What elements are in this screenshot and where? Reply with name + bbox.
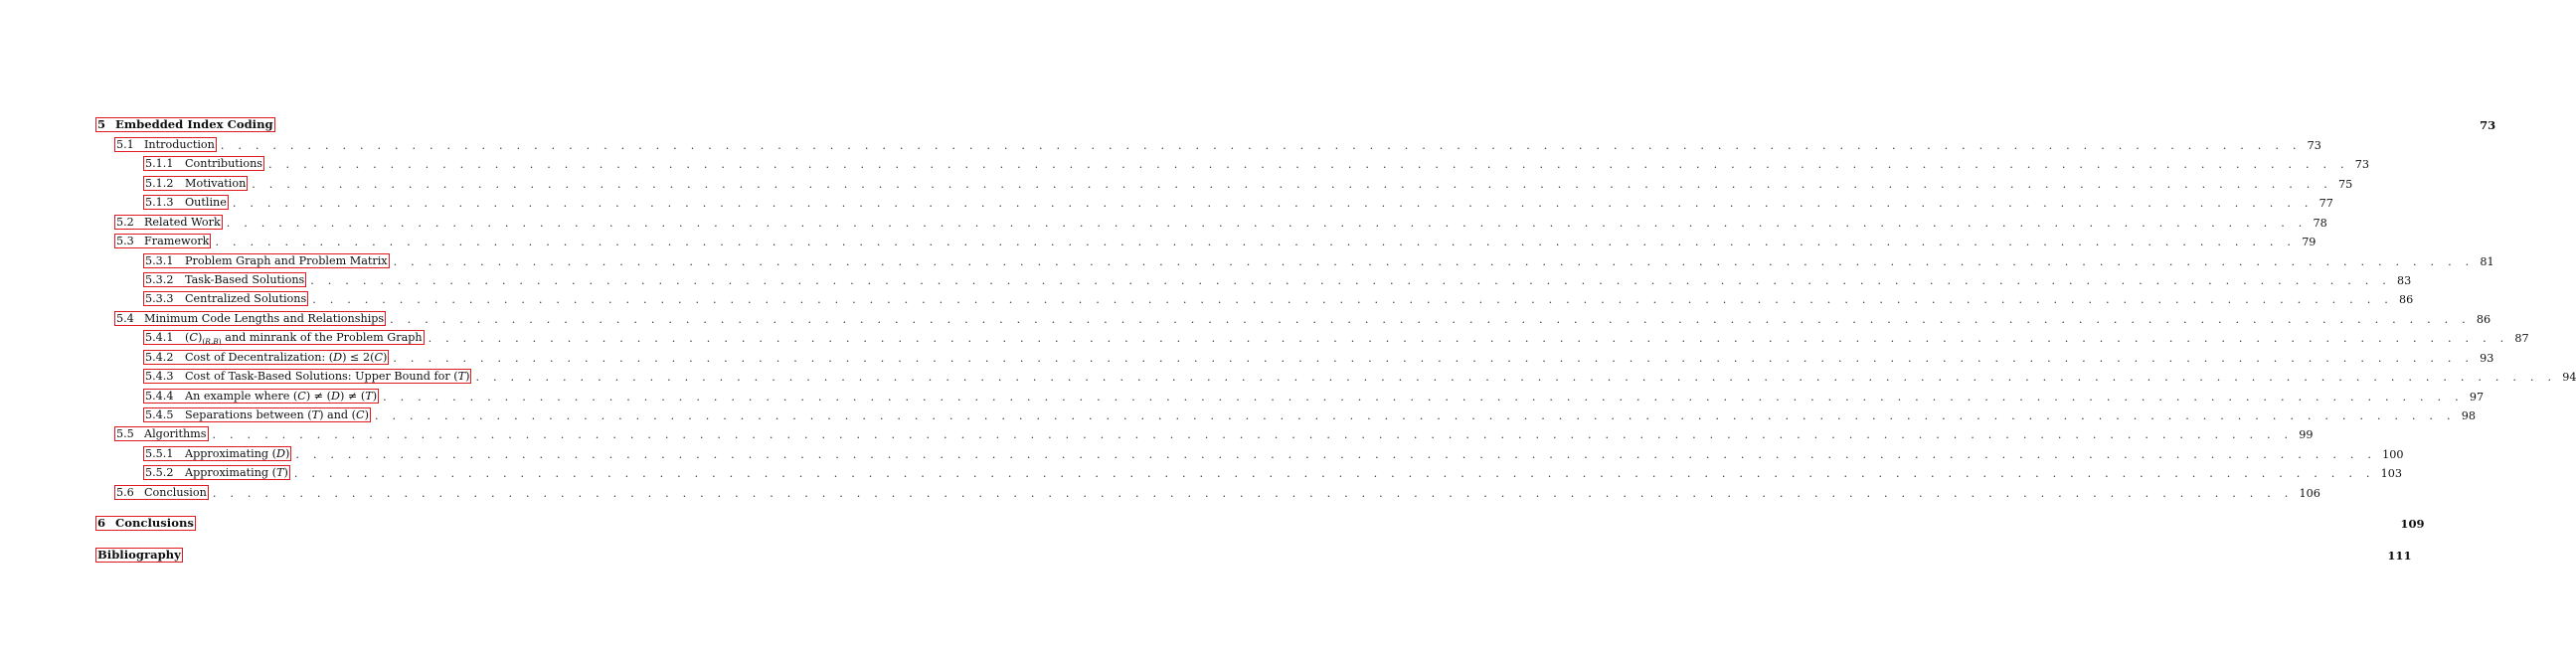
- toc-title: Task-Based Solutions: [185, 272, 305, 286]
- toc-leader-dots: . . . . . . . . . . . . . . . . . . . . . . . . . . . . . . . . . . . . . . . . . . . . . . . . . . . . . . . . . . . . . . . . . . . . . . . . . . . . . . . . . . . . . . . . . . . . . . . . . . . . . . . . . . . . . . . . . . . . . . . .: [390, 312, 2471, 326]
- toc-page-number: 98: [2461, 409, 2476, 422]
- toc-page-number: 87: [2514, 332, 2529, 346]
- toc-leader-dots: . . . . . . . . . . . . . . . . . . . . . . . . . . . . . . . . . . . . . . . . . . . . . . . . . . . . . . . . . . . . . . . . . . . . . . . . . . . . . . . . . . . . . . . . . . . . . . . . . . . . . . . . . . . . . . . . . . . . . . . .: [212, 428, 2294, 442]
- toc-page-number: 103: [2380, 467, 2402, 481]
- toc-number: 5.3: [116, 235, 134, 248]
- toc-number: 5.1.3: [145, 196, 174, 210]
- toc-entry-5-1-2: [95, 171, 2353, 191]
- toc-entry-5-5-2: [95, 461, 2402, 481]
- toc-title: Conclusion: [144, 485, 207, 499]
- toc-number: 5.3.1: [145, 253, 174, 267]
- toc-leader-dots: . . . . . . . . . . . . . . . . . . . . . . . . . . . . . . . . . . . . . . . . . . . . . . . . . . . . . . . . . . . . . . . . . . . . . . . . . . . . . . . . . . . . . . . . . . . . . . . . . . . . . . . . . . . . . . . . . . . . . . . .: [393, 254, 2475, 268]
- toc-link[interactable]: [114, 234, 211, 248]
- toc-title: Cost of Decentralization: (D) ≤ 2(C): [185, 350, 388, 364]
- toc-title: Approximating (T): [185, 466, 288, 480]
- toc-page-number: 86: [2398, 293, 2414, 307]
- toc-number: 5.3.2: [145, 272, 174, 286]
- toc-link[interactable]: [114, 311, 386, 326]
- toc-link[interactable]: [95, 117, 275, 132]
- toc-entry-5-4-4: [95, 384, 2485, 404]
- toc-link[interactable]: [143, 272, 306, 287]
- toc-page-number: 73: [2307, 138, 2321, 152]
- toc-leader-dots: . . . . . . . . . . . . . . . . . . . . . . . . . . . . . . . . . . . . . . . . . . . . . . . . . . . . . . . . . . . . . . . . . . . . . . . . . . . . . . . . . . . . . . . . . . . . . . . . . . . . . . . . . . . . . . . . . . . . . . . .: [232, 197, 2314, 211]
- toc-page-number: 79: [2302, 236, 2317, 249]
- toc-leader-dots: . . . . . . . . . . . . . . . . . . . . . . . . . . . . . . . . . . . . . . . . . . . . . . . . . . . . . . . . . . . . . . . . . . . . . . . . . . . . . . . . . . . . . . . . . . . . . . . . . . . . . . . . . . . . . . . . . . . . . . . .: [226, 216, 2308, 230]
- toc-entry-5-5-1: [95, 441, 2404, 461]
- toc-title: Problem Graph and Problem Matrix: [185, 253, 388, 267]
- toc-title: $(C)_{(R,B)}$ and minrank of the Problem Graph: [185, 331, 423, 347]
- toc-title: Contributions: [185, 157, 263, 171]
- toc-page-number: 75: [2338, 177, 2353, 191]
- toc-leader-dots: . . . . . . . . . . . . . . . . . . . . . . . . . . . . . . . . . . . . . . . . . . . . . . . . . . . . . . . . . . . . . . . . . . . . . . . . . . . . . . . . . . . . . . . . . . . . . . . . . . . . . . . . . . . . . . . . . . . . . . . .: [252, 177, 2333, 191]
- toc-entry-5-3: [95, 230, 2317, 249]
- toc-page-number: 97: [2469, 390, 2485, 404]
- toc-title: Related Work: [144, 215, 221, 229]
- toc-title: Framework: [144, 235, 210, 248]
- toc-title: Introduction: [144, 137, 215, 151]
- toc-link[interactable]: [143, 156, 264, 171]
- toc-leader-dots: . . . . . . . . . . . . . . . . . . . . . . . . . . . . . . . . . . . . . . . . . . . . . . . . . . . . . . . . . . . . . . . . . . . . . . . . . . . . . . . . . . . . . . . . . . . . . . . . . . . . . . . . . . . . . . . . . . . . . . . .: [293, 467, 2375, 481]
- table-of-contents: [95, 113, 2576, 564]
- toc-leader-dots: . . . . . . . . . . . . . . . . . . . . . . . . . . . . . . . . . . . . . . . . . . . . . . . . . . . . . . . . . . . . . . . . . . . . . . . . . . . . . . . . . . . . . . . . . . . . . . . . . . . . . . . . . . . . . . . . . . . . . . . .: [295, 447, 2377, 461]
- toc-page-number: 100: [2382, 447, 2404, 461]
- toc-entry-bibliography: [95, 544, 2412, 564]
- toc-page-number: 99: [2299, 428, 2314, 442]
- toc-entry-5-2: [95, 210, 2327, 230]
- toc-page-number: 77: [2318, 197, 2333, 211]
- toc-link[interactable]: [143, 446, 291, 461]
- toc-entry-5-3-1: [95, 248, 2494, 268]
- toc-page-number: 73: [2480, 118, 2496, 133]
- toc-page-number: 86: [2476, 312, 2491, 326]
- toc-entry-5-3-3: [95, 287, 2414, 307]
- toc-link[interactable]: [143, 253, 390, 268]
- toc-link[interactable]: [143, 465, 290, 480]
- toc-title: Bibliography: [97, 548, 181, 563]
- toc-number: 5.5.1: [145, 446, 174, 460]
- toc-number: 5.1: [116, 137, 134, 151]
- toc-leader-dots: . . . . . . . . . . . . . . . . . . . . . . . . . . . . . . . . . . . . . . . . . . . . . . . . . . . . . . . . . . . . . . . . . . . . . . . . . . . . . . . . . . . . . . . . . . . . . . . . . . . . . . . . . . . . . . . . . . . . . . . .: [475, 371, 2557, 385]
- toc-entry-5-4-1: [95, 326, 2529, 347]
- toc-number: 5: [97, 117, 106, 132]
- toc-link[interactable]: [143, 291, 308, 306]
- toc-title: Separations between (T) and (C): [185, 408, 369, 421]
- toc-title: Outline: [185, 196, 227, 210]
- toc-link[interactable]: [114, 426, 209, 441]
- toc-page-number: 78: [2313, 216, 2327, 230]
- toc-link[interactable]: [143, 389, 379, 404]
- toc-entry-5-4-2: [95, 345, 2494, 365]
- toc-entry-5-6: [95, 480, 2320, 500]
- toc-number: 5.3.3: [145, 292, 174, 306]
- toc-page-number: 106: [2299, 486, 2320, 500]
- toc-entry-5-1: [95, 132, 2321, 152]
- toc-title: Approximating (D): [185, 446, 290, 460]
- toc-page-number: 73: [2354, 158, 2370, 172]
- toc-entry-5-1-1: [95, 152, 2370, 172]
- toc-link[interactable]: [143, 369, 471, 384]
- toc-title: Motivation: [185, 176, 247, 190]
- toc-title: Conclusions: [115, 516, 194, 531]
- toc-number: 5.5.2: [145, 466, 174, 480]
- toc-page-number: 94: [2562, 371, 2576, 385]
- toc-link[interactable]: [143, 350, 389, 365]
- toc-page-number: 81: [2480, 254, 2494, 268]
- toc-title: Minimum Code Lengths and Relationships: [144, 311, 385, 325]
- toc-number: 5.4.1: [145, 331, 174, 345]
- toc-number: 5.6: [116, 485, 134, 499]
- toc-title: Algorithms: [144, 427, 207, 441]
- toc-leader-dots: . . . . . . . . . . . . . . . . . . . . . . . . . . . . . . . . . . . . . . . . . . . . . . . . . . . . . . . . . . . . . . . . . . . . . . . . . . . . . . . . . . . . . . . . . . . . . . . . . . . . . . . . . . . . . . . . . . . . . . . .: [310, 273, 2392, 287]
- toc-number: 5.5: [116, 427, 134, 441]
- toc-number: 5.1.2: [145, 176, 174, 190]
- toc-page-number: 109: [2400, 517, 2425, 532]
- toc-title: An example where (C) ≠ (D) ≠ (T): [185, 389, 378, 403]
- toc-title: Centralized Solutions: [185, 292, 307, 306]
- toc-entry-5-5: [95, 422, 2314, 442]
- toc-page-number: 93: [2480, 351, 2494, 365]
- toc-page-number: 83: [2397, 273, 2412, 287]
- toc-link[interactable]: [143, 176, 248, 191]
- toc-leader-dots: . . . . . . . . . . . . . . . . . . . . . . . . . . . . . . . . . . . . . . . . . . . . . . . . . . . . . . . . . . . . . . . . . . . . . . . . . . . . . . . . . . . . . . . . . . . . . . . . . . . . . . . . . . . . . . . . . . . . . . . .: [383, 390, 2464, 404]
- toc-link[interactable]: [114, 215, 223, 230]
- toc-number: 5.2: [116, 215, 134, 229]
- toc-link[interactable]: [95, 516, 196, 531]
- toc-number: 5.4: [116, 311, 134, 325]
- toc-number: 5.4.2: [145, 350, 174, 364]
- toc-link[interactable]: [143, 195, 229, 210]
- toc-number: 5.4.3: [145, 370, 174, 384]
- toc-link[interactable]: [95, 548, 183, 563]
- toc-number: 5.1.1: [145, 157, 174, 171]
- toc-leader-dots: . . . . . . . . . . . . . . . . . . . . . . . . . . . . . . . . . . . . . . . . . . . . . . . . . . . . . . . . . . . . . . . . . . . . . . . . . . . . . . . . . . . . . . . . . . . . . . . . . . . . . . . . . . . . . . . . . . . . . . . .: [428, 332, 2509, 346]
- toc-page-number: 111: [2387, 549, 2412, 564]
- toc-leader-dots: . . . . . . . . . . . . . . . . . . . . . . . . . . . . . . . . . . . . . . . . . . . . . . . . . . . . . . . . . . . . . . . . . . . . . . . . . . . . . . . . . . . . . . . . . . . . . . . . . . . . . . . . . . . . . . . . . . . . . . . .: [220, 138, 2302, 152]
- toc-entry-5-3-2: [95, 268, 2412, 287]
- toc-link[interactable]: [114, 137, 217, 152]
- toc-entry-5-4: [95, 306, 2491, 326]
- toc-number: 5.4.5: [145, 408, 174, 421]
- toc-number: 6: [97, 516, 106, 531]
- toc-link[interactable]: [143, 330, 425, 345]
- toc-leader-dots: . . . . . . . . . . . . . . . . . . . . . . . . . . . . . . . . . . . . . . . . . . . . . . . . . . . . . . . . . . . . . . . . . . . . . . . . . . . . . . . . . . . . . . . . . . . . . . . . . . . . . . . . . . . . . . . . . . . . . . . .: [215, 236, 2297, 249]
- toc-title: Embedded Index Coding: [115, 117, 273, 132]
- toc-leader-dots: . . . . . . . . . . . . . . . . . . . . . . . . . . . . . . . . . . . . . . . . . . . . . . . . . . . . . . . . . . . . . . . . . . . . . . . . . . . . . . . . . . . . . . . . . . . . . . . . . . . . . . . . . . . . . . . . . . . . . . . .: [268, 158, 2349, 172]
- toc-number: 5.4.4: [145, 389, 174, 403]
- toc-entry-5: [95, 113, 2496, 133]
- toc-leader-dots: . . . . . . . . . . . . . . . . . . . . . . . . . . . . . . . . . . . . . . . . . . . . . . . . . . . . . . . . . . . . . . . . . . . . . . . . . . . . . . . . . . . . . . . . . . . . . . . . . . . . . . . . . . . . . . . . . . . . . . . .: [374, 409, 2456, 422]
- toc-link[interactable]: [114, 485, 209, 500]
- toc-link[interactable]: [143, 407, 371, 422]
- toc-entry-5-1-3: [95, 191, 2333, 211]
- toc-leader-dots: . . . . . . . . . . . . . . . . . . . . . . . . . . . . . . . . . . . . . . . . . . . . . . . . . . . . . . . . . . . . . . . . . . . . . . . . . . . . . . . . . . . . . . . . . . . . . . . . . . . . . . . . . . . . . . . . . . . . . . . .: [312, 293, 2393, 307]
- toc-title: Cost of Task-Based Solutions: Upper Bound for (T): [185, 370, 470, 384]
- toc-leader-dots: . . . . . . . . . . . . . . . . . . . . . . . . . . . . . . . . . . . . . . . . . . . . . . . . . . . . . . . . . . . . . . . . . . . . . . . . . . . . . . . . . . . . . . . . . . . . . . . . . . . . . . . . . . . . . . . . . . . . . . . .: [212, 486, 2294, 500]
- toc-entry-6: [95, 512, 2425, 532]
- toc-entry-5-4-3: [95, 365, 2576, 385]
- toc-entry-5-4-5: [95, 404, 2476, 422]
- toc-leader-dots: . . . . . . . . . . . . . . . . . . . . . . . . . . . . . . . . . . . . . . . . . . . . . . . . . . . . . . . . . . . . . . . . . . . . . . . . . . . . . . . . . . . . . . . . . . . . . . . . . . . . . . . . . . . . . . . . . . . . . . . .: [393, 351, 2475, 365]
